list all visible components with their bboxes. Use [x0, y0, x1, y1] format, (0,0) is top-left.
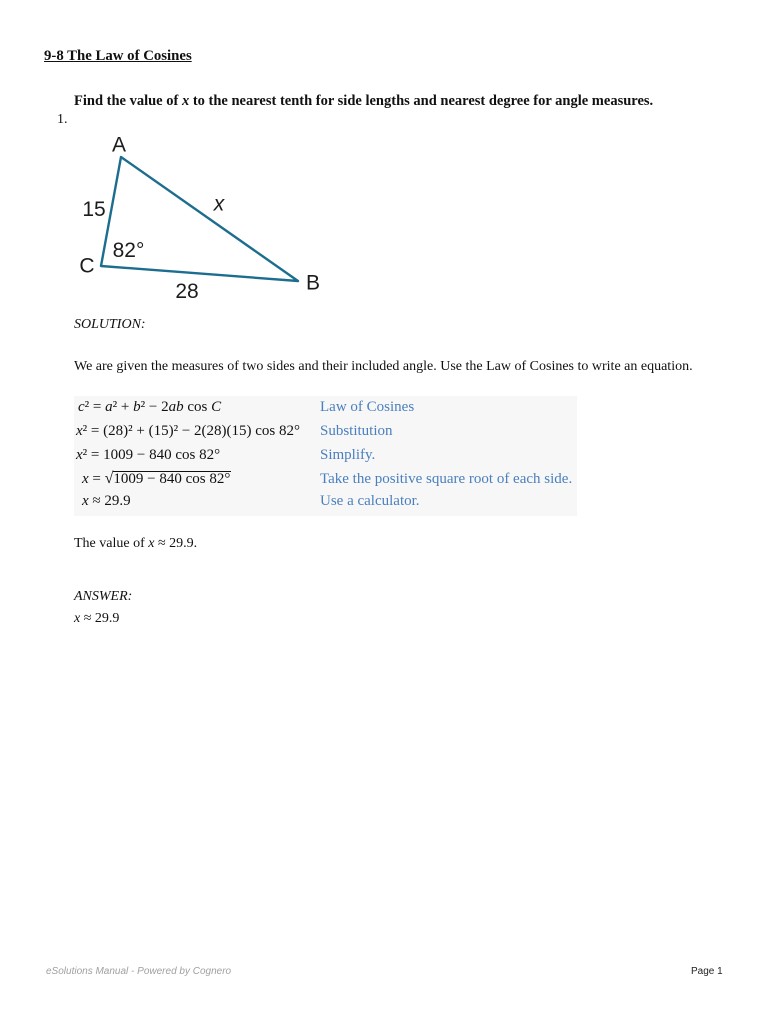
equation-text: ² = (28)² + (15)² − 2(28)(15) cos 82° — [82, 422, 300, 439]
side-label-cb: 28 — [175, 280, 199, 303]
equation-variable: x — [76, 422, 83, 439]
solution-intro: We are given the measures of two sides and their included angle. Use the Law of Cosines to write an equation. — [74, 359, 693, 374]
step-equation — [82, 470, 231, 488]
page-number: Page 1 — [691, 966, 723, 977]
step-equation — [76, 422, 300, 440]
equation-text: ² − 2 — [140, 398, 169, 415]
answer-label: ANSWER: — [74, 589, 133, 604]
instructions — [74, 93, 653, 109]
side-label-ab: x — [213, 192, 225, 216]
step-reason: Substitution — [320, 422, 393, 439]
instructions-variable: x — [181, 93, 190, 109]
equation-variable: b — [133, 398, 141, 415]
step-equation — [82, 492, 131, 510]
answer-variable: x — [74, 611, 81, 626]
equation-variable: C — [211, 398, 222, 415]
angle-label-c: 82° — [112, 239, 145, 262]
step-equation — [76, 446, 220, 464]
equation-variable: x — [76, 446, 83, 463]
instructions-text-end: to the nearest tenth for side lengths and nearest degree for angle measures. — [189, 93, 654, 109]
problem-number: 1. — [57, 112, 68, 127]
conclusion-text-end: ≈ 29.9. — [154, 536, 198, 551]
equation-text: ≈ 29.9 — [88, 492, 131, 509]
step-reason: Simplify. — [320, 446, 376, 463]
conclusion-variable: x — [148, 536, 155, 551]
triangle-abc — [101, 157, 298, 281]
radicand: 1009 − 840 cos 82° — [113, 470, 231, 487]
solution-steps-box — [74, 396, 577, 516]
answer-text: ≈ 29.9 — [80, 611, 120, 626]
vertex-label-a: A — [111, 133, 127, 157]
equation-variable: x — [82, 492, 89, 509]
equation-variable: a — [105, 398, 113, 415]
equation-variable: ab — [168, 398, 184, 415]
equation-text: ² + — [112, 398, 134, 415]
footer-source: eSolutions Manual - Powered by Cognero — [46, 966, 232, 977]
solution-label: SOLUTION: — [74, 317, 146, 332]
equation-text: cos — [183, 398, 212, 415]
equation-variable: c — [78, 398, 85, 415]
radical-sign: √ — [104, 469, 114, 487]
answer-value — [74, 611, 119, 627]
step-reason: Take the positive square root of each side. — [320, 470, 573, 487]
equation-text: ² = — [84, 398, 106, 415]
equation-text: = — [88, 470, 105, 487]
vertex-label-b: B — [305, 271, 321, 295]
step-equation — [78, 398, 221, 416]
side-label-ac: 15 — [82, 198, 106, 221]
solution-conclusion — [74, 536, 197, 552]
page-title: 9-8 The Law of Cosines — [44, 48, 192, 64]
equation-text: ² = 1009 − 840 cos 82° — [82, 446, 221, 463]
instructions-text: Find the value of — [74, 93, 182, 109]
step-reason: Law of Cosines — [320, 398, 415, 415]
step-reason: Use a calculator. — [320, 492, 420, 509]
triangle-figure — [0, 120, 360, 310]
vertex-label-c: C — [79, 254, 95, 278]
conclusion-text: The value of — [74, 536, 149, 551]
equation-variable: x — [82, 470, 89, 487]
